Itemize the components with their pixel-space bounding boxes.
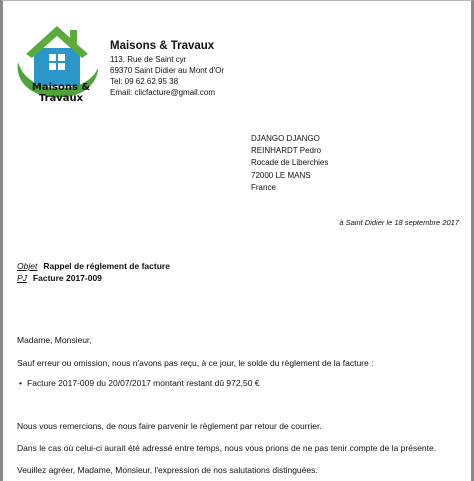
company-address-1: 113, Rue de Saint cyr bbox=[110, 55, 187, 64]
bullet-dot-icon: • bbox=[19, 378, 22, 388]
salutation: Madame, Monsieur, bbox=[17, 335, 92, 345]
intro-paragraph: Sauf erreur ou omission, nous n'avons pas reçu, à ce jour, le solde du règlement de la facture : bbox=[17, 358, 374, 368]
invoice-bullet-text: Facture 2017-009 du 20/07/2017 montant restant dû 972,50 € bbox=[27, 378, 260, 388]
invoice-bullet bbox=[19, 378, 260, 388]
date-line: à Saint Didier le 18 septembre 2017 bbox=[339, 218, 459, 227]
recipient-line-5: France bbox=[251, 182, 276, 192]
company-name: Maisons & Travaux bbox=[110, 40, 215, 52]
logo-line-2: Travaux bbox=[38, 93, 84, 104]
objet-label: Objet bbox=[17, 261, 38, 271]
closing-paragraph: Veuillez agréer, Madame, Monsieur, l'expression de nos salutations distinguées. bbox=[17, 465, 318, 475]
thanks-paragraph: Nous vous remercions, de nous faire parvenir le règlement par retour de courrier. bbox=[17, 421, 322, 431]
pj-value: Facture 2017-009 bbox=[32, 273, 102, 283]
logo-line-1: Maisons & bbox=[31, 82, 91, 93]
company-address-2: 69370 Saint Didier au Mont d'Or bbox=[110, 66, 225, 75]
sender-block bbox=[110, 40, 224, 98]
objet-row bbox=[17, 260, 170, 272]
company-phone: Tel: 09 62 62 95 38 bbox=[110, 77, 179, 86]
pj-label: PJ bbox=[17, 273, 27, 283]
recipient-line-4: 72000 LE MANS bbox=[251, 170, 311, 180]
logo-wordmark bbox=[22, 82, 100, 104]
already-paid-paragraph: Dans le cas où celui-ci aurait été adressé entre temps, nous vous prions de ne pas tenir compte de la présente. bbox=[17, 443, 437, 453]
company-email: Email: clicfacture@gmail.com bbox=[110, 88, 216, 97]
recipient-line-2: REINHARDT Pedro bbox=[251, 146, 322, 156]
recipient-line-1: DJANGO DJANGO bbox=[251, 134, 320, 143]
pj-row bbox=[17, 272, 170, 284]
recipient-line-3: Rocade de Liberchies bbox=[251, 158, 329, 168]
objet-value: Rappel de réglement de facture bbox=[43, 261, 170, 271]
subject-block bbox=[17, 260, 170, 284]
recipient-block bbox=[251, 133, 328, 194]
